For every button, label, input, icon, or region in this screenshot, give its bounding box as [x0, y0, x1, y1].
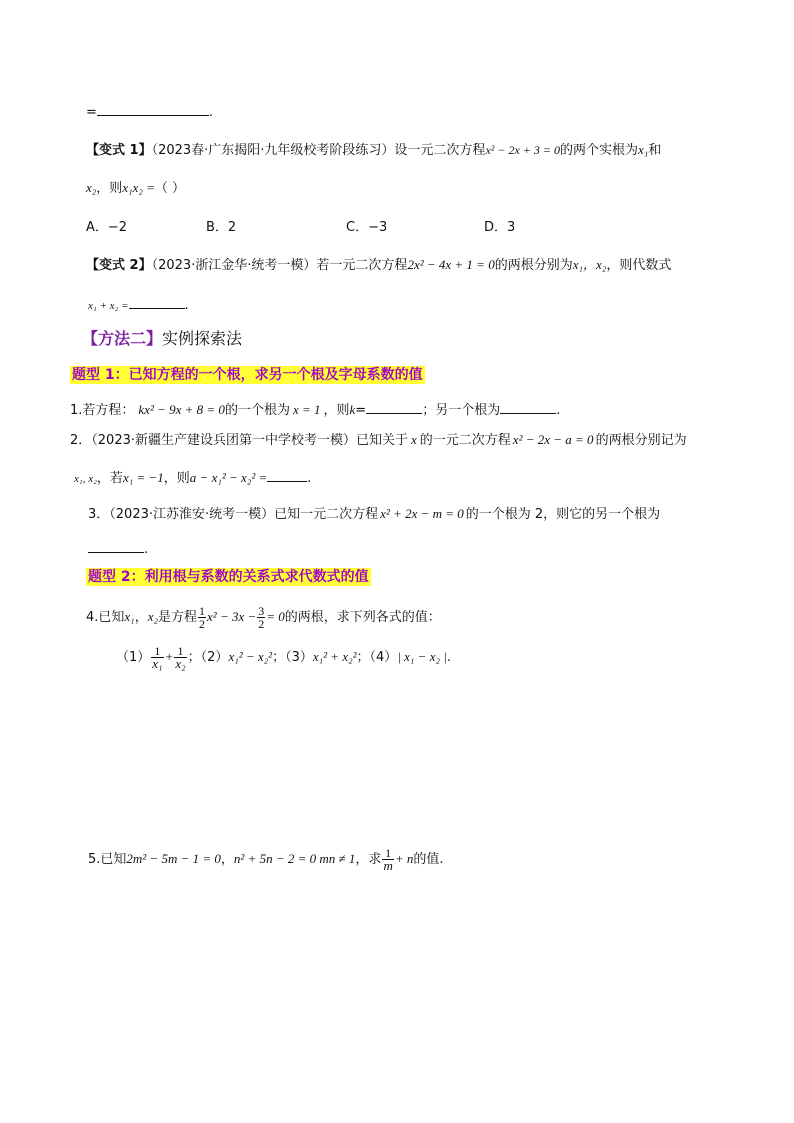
variant-1-x1: x₁	[638, 142, 649, 157]
q5-sep: ，	[220, 852, 234, 867]
q4-sep: ，	[134, 610, 148, 625]
q1-other-root-text: ；另一个根为	[422, 403, 501, 418]
question-2-line-1	[70, 430, 687, 451]
method-two-heading	[82, 327, 242, 351]
variant-2-roots: x₁，x₂	[572, 257, 607, 272]
variant-1-options	[86, 218, 604, 238]
q4-part-2-label: ；（2）	[187, 650, 229, 665]
q1-blank-root[interactable]	[500, 399, 556, 414]
period: .	[556, 403, 561, 418]
variant-1-tail: 的两个实根为	[559, 143, 638, 158]
question-2-line-2	[74, 467, 311, 489]
variant-2-line-2	[88, 294, 189, 316]
question-5	[88, 842, 444, 877]
period: .	[184, 298, 189, 313]
variant-1-answer-paren[interactable]: （ ）	[154, 181, 186, 196]
variant-1-label: 【变式 1】	[86, 143, 152, 158]
question-3-line-2	[88, 538, 148, 560]
q1-prefix: 1.若方程：	[70, 403, 135, 418]
q4-equation-middle: x² − 3x −	[207, 609, 257, 624]
q4-part-3-expr: x₁² + x₂²	[312, 649, 357, 664]
q4-part-4-label: ；（4）	[356, 650, 398, 665]
q5-equation-1: 2m² − 5m − 1 = 0	[126, 851, 221, 866]
variant-2-equation: 2x² − 4x + 1 = 0	[407, 257, 495, 272]
q5-equation-2: n² + 5n − 2 = 0 mn ≠ 1	[233, 851, 356, 866]
type-1-heading	[70, 364, 425, 387]
q2-condition: x₁ = −1	[122, 470, 164, 485]
method-two-label: 【方法二】	[82, 329, 163, 348]
q1-text: 的一个根为	[224, 403, 290, 418]
variant-2-tail-2: ，则代数式	[606, 258, 672, 273]
question-1	[70, 399, 560, 421]
denominator: x₂	[175, 656, 186, 671]
q4-text: 是方程	[158, 610, 198, 625]
denominator: 2	[199, 617, 206, 631]
numerator: 3	[258, 604, 265, 618]
q4-part-2-expr: x₁² − x₂²	[228, 649, 273, 664]
question-4-line-2	[116, 640, 451, 675]
q5-plus-n: + n	[394, 851, 414, 866]
q1-root: x = 1	[292, 402, 321, 417]
q4-text-2: 的两根，求下列各式的值：	[284, 610, 441, 625]
q2-equation: x² − 2x − a = 0	[512, 432, 594, 447]
q4-part-4-expr: | x₁ − x₂ |	[397, 649, 447, 664]
variant-1-line-2	[86, 178, 185, 199]
q2-then: ，则	[163, 471, 190, 486]
numerator: 1	[151, 645, 163, 658]
top-answer-line	[86, 101, 213, 123]
option-b[interactable]: B．2	[206, 220, 237, 235]
q5-fraction	[382, 847, 393, 872]
q1-then: ，则	[323, 403, 350, 418]
option-d[interactable]: D．3	[484, 220, 516, 235]
q4-equation-end: = 0	[266, 609, 285, 624]
q3-blank[interactable]	[88, 538, 144, 553]
plus-sign: +	[164, 649, 174, 664]
variant-2-line-1	[86, 255, 671, 276]
variant-2-source: （2023·浙江金华·统考一模）若一元二次方程	[151, 258, 408, 273]
q1-blank-k[interactable]	[366, 399, 422, 414]
q2-blank[interactable]	[267, 467, 307, 482]
q4-part-1-label: （1）	[116, 650, 151, 665]
q4-prefix: 4.已知	[86, 610, 125, 625]
q4-fraction-three-halves	[257, 605, 265, 630]
q4-fraction-half	[198, 605, 206, 630]
type-2-heading	[86, 566, 371, 589]
q3-equation: x² + 2x − m = 0	[380, 506, 464, 521]
period: .	[208, 105, 214, 120]
variant-1-equation: x² − 2x + 3 = 0	[485, 143, 560, 157]
q2-prefix: 2．（2023·新疆生产建设兵团第一中学校考一模）已知关于	[70, 433, 408, 448]
variant-2-tail: 的两根分别为	[494, 258, 573, 273]
question-4-line-1	[86, 600, 441, 635]
q4-part-1-frac-a	[151, 645, 163, 670]
q1-equals: =	[355, 403, 367, 418]
question-3-line-1	[88, 504, 660, 525]
q4-x1: x₁	[124, 609, 135, 624]
denominator: 2	[258, 617, 265, 631]
q2-expression: a − x₁² − x₂² =	[189, 470, 268, 485]
q5-text: ，求	[355, 852, 382, 867]
q4-part-3-label: ；（3）	[272, 650, 313, 665]
variant-2-label: 【变式 2】	[86, 258, 152, 273]
period: .	[446, 650, 451, 665]
q1-k: k	[349, 402, 356, 417]
variant-1-product: x₁x₂ =	[122, 180, 155, 195]
variant-1-x2: x₂	[86, 180, 97, 195]
q2-roots: x₁, x₂	[74, 473, 97, 485]
option-c[interactable]: C．−3	[346, 220, 388, 235]
q2-text: 的一元二次方程	[419, 433, 511, 448]
q1-equation: kx² − 9x + 8 = 0	[138, 402, 225, 417]
method-two-title: 实例探索法	[162, 329, 243, 348]
variant-1-line-1	[86, 140, 661, 161]
variant-1-and: 和	[648, 143, 662, 158]
q2-x: x	[411, 432, 417, 447]
q2-text-2: 的两根分别记为	[595, 433, 687, 448]
q3-text: 的一个根为 2，则它的另一个根为	[465, 507, 661, 522]
q4-part-1-frac-b	[174, 645, 186, 670]
q4-x2: x₂	[147, 609, 159, 624]
type-2-title: 题型 2：利用根与系数的关系式求代数式的值	[88, 569, 369, 585]
option-a[interactable]: A．−2	[86, 220, 128, 235]
numerator: 1	[174, 645, 186, 658]
equals-sign: =	[86, 105, 97, 120]
variant-1-source: （2023春·广东揭阳·九年级校考阶段练习）设一元二次方程	[151, 143, 486, 158]
variant-2-blank[interactable]	[129, 294, 185, 309]
period: .	[307, 471, 312, 486]
variant-1-question: ，则	[96, 181, 123, 196]
q3-prefix: 3．（2023·江苏淮安·统考一模）已知一元二次方程	[88, 507, 379, 522]
q5-text-2: 的值.	[413, 852, 444, 867]
q2-if: ，若	[96, 471, 123, 486]
period: .	[144, 542, 149, 557]
denominator: m	[383, 858, 393, 873]
variant-2-expression: x₁ + x₂ =	[88, 300, 129, 312]
type-1-title: 题型 1：已知方程的一个根，求另一个根及字母系数的值	[72, 367, 423, 383]
numerator: 1	[199, 604, 206, 618]
denominator: x₁	[152, 656, 163, 671]
answer-blank[interactable]	[97, 101, 209, 116]
q5-prefix: 5.已知	[88, 852, 127, 867]
numerator: 1	[382, 847, 393, 860]
